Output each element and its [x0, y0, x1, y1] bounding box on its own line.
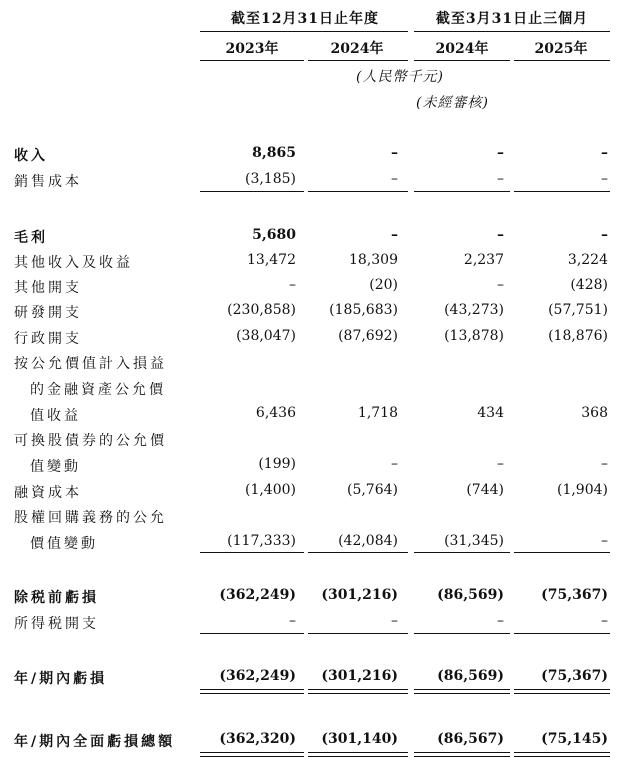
year-header-1: 2023年	[225, 41, 279, 57]
cell-rp-2024: (42,084)	[338, 533, 398, 549]
cell-lfp-2023: (362,249)	[219, 668, 296, 684]
cell-fc-q2024: (744)	[466, 482, 504, 498]
row-label-fvtpl-line1: 按公允價值計入損益	[14, 356, 167, 372]
cell-tcl-2023: (362,320)	[219, 731, 296, 747]
row-label-fvtpl-line3: 值收益	[30, 408, 81, 424]
cell-gp-q2025: –	[601, 227, 608, 243]
subtotal-rule	[200, 633, 304, 634]
year-header-3: 2024年	[435, 41, 489, 57]
subtotal-rule	[514, 633, 610, 634]
row-label-gross-profit: 毛利	[14, 230, 48, 246]
cell-cb-2024: –	[391, 456, 398, 472]
cell-fvtpl-q2024: 434	[477, 405, 504, 421]
cell-admin-2024: (87,692)	[338, 328, 398, 344]
year-header-4: 2025年	[534, 41, 588, 57]
cell-revenue-q2024: –	[497, 145, 504, 161]
total-double-rule	[514, 752, 610, 757]
cell-oi-2024: 18,309	[349, 252, 398, 268]
cell-rnd-2024: (185,683)	[329, 302, 398, 318]
cell-lbt-q2025: (75,367)	[541, 587, 608, 603]
cell-lbt-2023: (362,249)	[219, 587, 296, 603]
row-label-cost-of-sales: 銷售成本	[14, 174, 82, 190]
cell-tax-q2024: –	[497, 613, 504, 629]
cell-lfp-q2024: (86,569)	[437, 668, 504, 684]
currency-unit-note: (人民幣千元)	[356, 69, 444, 85]
subtotal-rule	[200, 552, 304, 553]
cell-gp-q2024: –	[497, 227, 504, 243]
cell-tcl-q2025: (75,145)	[541, 731, 608, 747]
cell-oe-2024: (20)	[369, 277, 398, 293]
cell-cost-q2024: –	[497, 171, 504, 187]
row-label-cb-line1: 可換股債券的公允價	[14, 433, 167, 449]
row-label-total-comprehensive-loss: 年/期內全面虧損總額	[14, 734, 176, 750]
header-rule-quarter	[414, 31, 610, 32]
cell-gp-2023: 5,680	[252, 227, 296, 243]
row-label-other-income: 其他收入及收益	[14, 255, 133, 271]
cell-cb-q2025: –	[601, 456, 608, 472]
year-rule-1	[200, 60, 304, 61]
subtotal-rule	[514, 191, 610, 192]
row-label-repurchase-line2: 價值變動	[30, 536, 98, 552]
cell-cost-2023: (3,185)	[244, 171, 296, 187]
cell-fc-2024: (5,764)	[346, 482, 398, 498]
row-label-revenue: 收入	[14, 148, 48, 164]
cell-admin-q2024: (13,878)	[444, 328, 504, 344]
subtotal-rule	[308, 552, 408, 553]
cell-tax-2023: –	[289, 613, 296, 629]
row-label-fvtpl-line2: 的金融資產公允價	[30, 382, 166, 398]
cell-tcl-q2024: (86,567)	[437, 731, 504, 747]
cell-cost-q2025: –	[601, 171, 608, 187]
cell-admin-q2025: (18,876)	[548, 328, 608, 344]
cell-revenue-2023: 8,865	[252, 145, 296, 161]
cell-oe-2023: –	[289, 277, 296, 293]
row-label-repurchase-line1: 股權回購義務的公允	[14, 510, 167, 526]
cell-lbt-2024: (301,216)	[321, 587, 398, 603]
cell-oi-q2024: 2,237	[463, 252, 504, 268]
cell-oe-q2024: –	[497, 277, 504, 293]
cell-cb-q2024: –	[497, 456, 504, 472]
cell-oi-q2025: 3,224	[567, 252, 608, 268]
cell-cb-2023: (199)	[258, 456, 296, 472]
subtotal-rule	[514, 552, 610, 553]
cell-tax-q2025: –	[601, 613, 608, 629]
subtotal-rule	[308, 191, 408, 192]
cell-lbt-q2024: (86,569)	[437, 587, 504, 603]
row-label-cb-line2: 值變動	[30, 459, 81, 475]
cell-rnd-q2024: (43,273)	[444, 302, 504, 318]
row-label-income-tax: 所得税開支	[14, 616, 99, 632]
cell-oe-q2025: (428)	[570, 277, 608, 293]
cell-lfp-2024: (301,216)	[321, 668, 398, 684]
cell-gp-2024: –	[391, 227, 398, 243]
header-rule-year	[200, 31, 408, 32]
total-double-rule	[414, 752, 510, 757]
cell-tax-2024: –	[391, 613, 398, 629]
cell-oi-2023: 13,472	[247, 252, 296, 268]
cell-rnd-q2025: (57,751)	[548, 302, 608, 318]
total-double-rule	[308, 752, 408, 757]
subtotal-rule	[200, 191, 304, 192]
cell-fvtpl-2024: 1,718	[357, 405, 398, 421]
period-header-quarter: 截至3月31日止三個月	[435, 11, 589, 27]
cell-rp-2023: (117,333)	[227, 533, 296, 549]
cell-tcl-2024: (301,140)	[321, 731, 398, 747]
row-label-other-expenses: 其他開支	[14, 280, 82, 296]
subtotal-rule	[414, 552, 510, 553]
row-label-loss-before-tax: 除税前虧損	[14, 590, 99, 606]
row-label-admin-expenses: 行政開支	[14, 331, 82, 347]
year-rule-4	[514, 60, 610, 61]
cell-cost-2024: –	[391, 171, 398, 187]
period-header-year: 截至12月31日止年度	[231, 11, 379, 27]
cell-rnd-2023: (230,858)	[227, 302, 296, 318]
subtotal-rule	[414, 633, 510, 634]
cell-fvtpl-2023: 6,436	[255, 405, 296, 421]
cell-lfp-q2025: (75,367)	[541, 668, 608, 684]
row-label-rnd-expenses: 研發開支	[14, 305, 82, 321]
cell-fc-q2025: (1,904)	[556, 482, 608, 498]
cell-revenue-2024: –	[391, 145, 398, 161]
cell-admin-2023: (38,047)	[236, 328, 296, 344]
year-header-2: 2024年	[330, 41, 384, 57]
year-rule-3	[414, 60, 510, 61]
cell-rp-q2025: –	[601, 533, 608, 549]
row-label-finance-costs: 融資成本	[14, 485, 82, 501]
cell-fvtpl-q2025: 368	[581, 405, 608, 421]
cell-fc-2023: (1,400)	[244, 482, 296, 498]
total-double-rule	[200, 752, 304, 757]
row-label-loss-for-period: 年/期內虧損	[14, 671, 108, 687]
year-rule-2	[308, 60, 408, 61]
total-double-rule	[414, 689, 510, 694]
unaudited-note: (未經審核)	[416, 95, 489, 111]
total-double-rule	[200, 689, 304, 694]
cell-rp-q2024: (31,345)	[444, 533, 504, 549]
subtotal-rule	[414, 191, 510, 192]
cell-revenue-q2025: –	[601, 145, 608, 161]
total-double-rule	[514, 689, 610, 694]
total-double-rule	[308, 689, 408, 694]
subtotal-rule	[308, 633, 408, 634]
